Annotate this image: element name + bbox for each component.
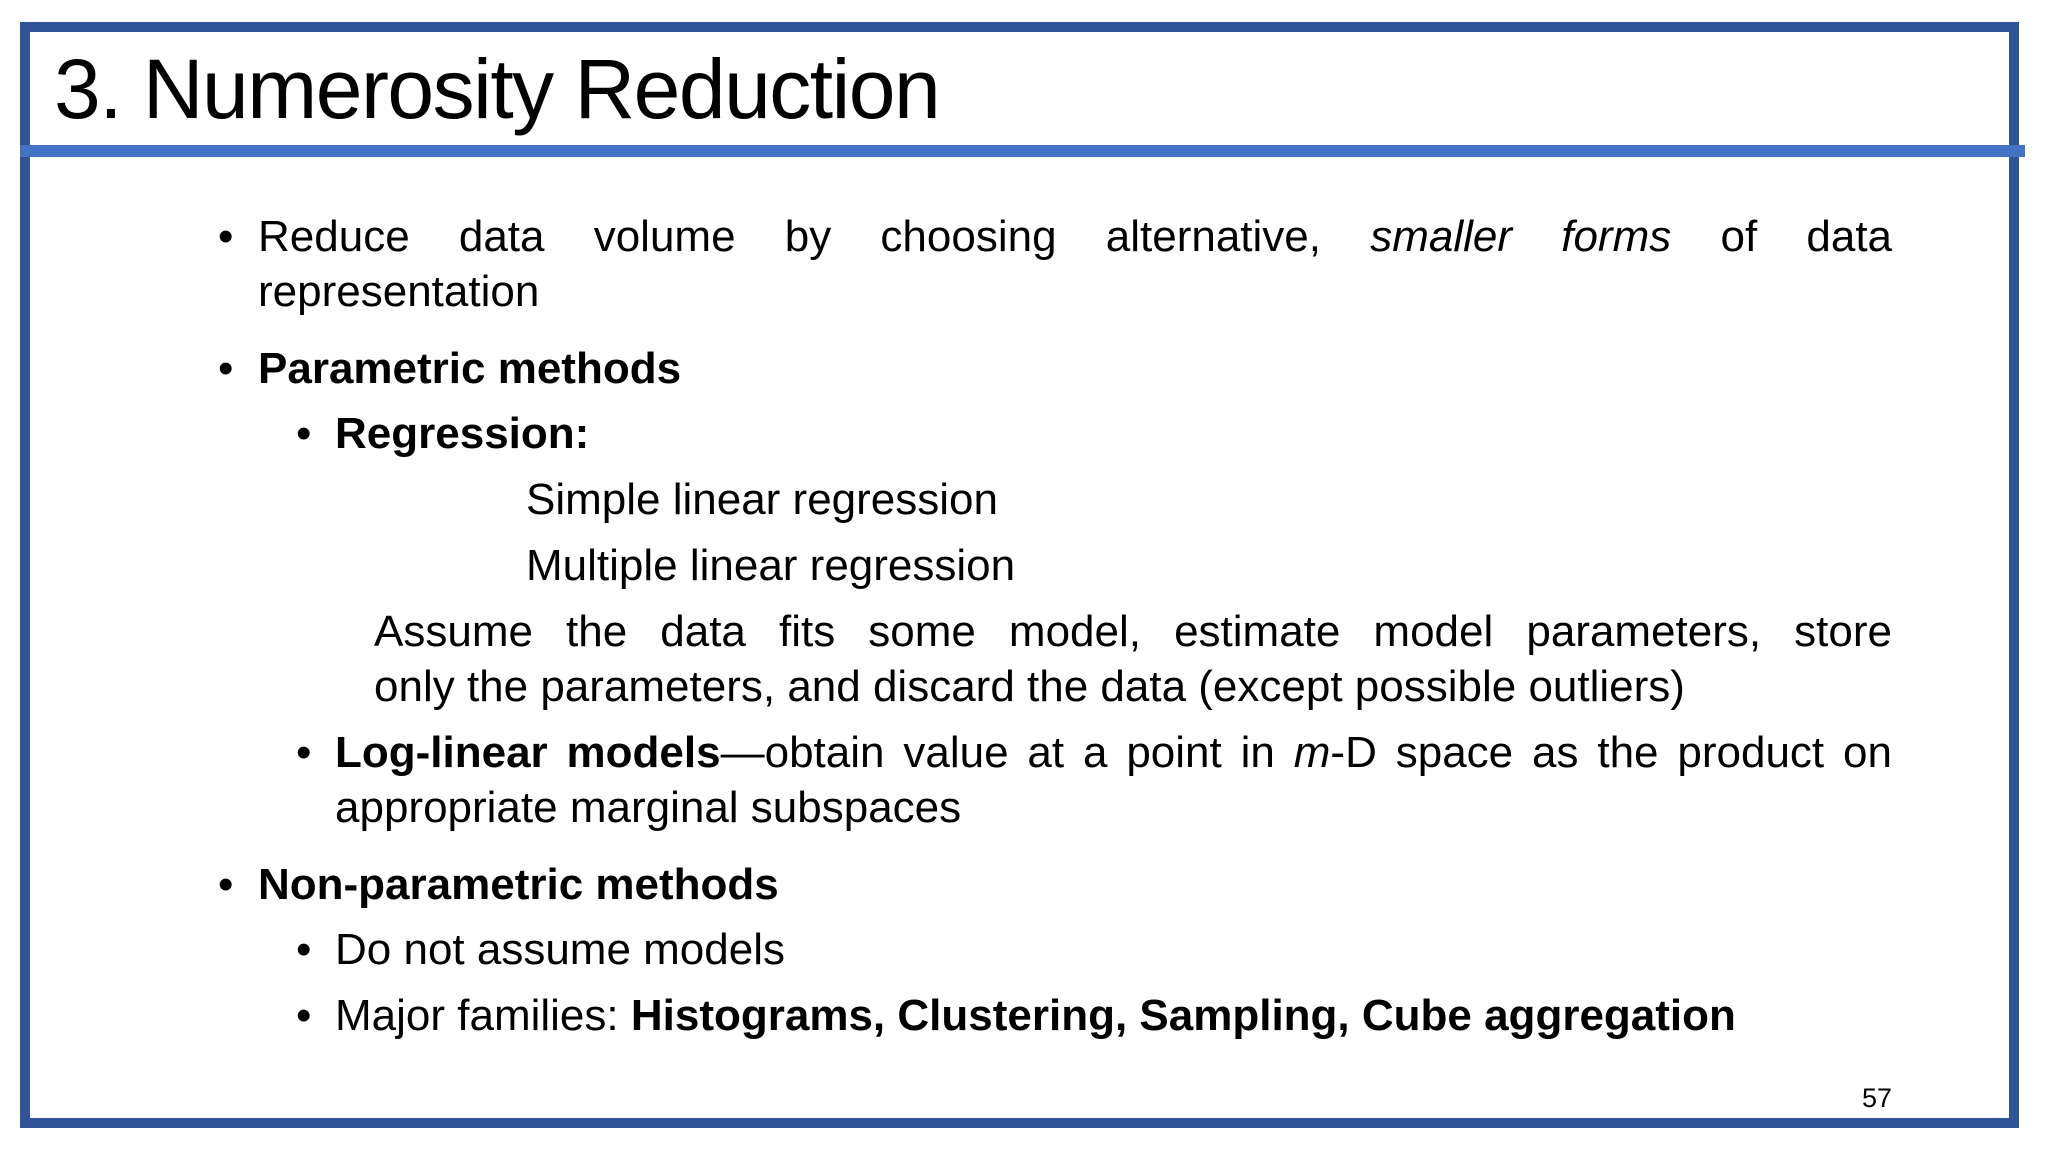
parametric-heading: Parametric methods	[258, 344, 682, 393]
regression-type-multiple: Multiple linear regression	[526, 541, 1016, 590]
page-number: 57	[1862, 1083, 1893, 1113]
log-linear-item	[335, 725, 1892, 835]
families-item	[335, 988, 1736, 1043]
bullet-glyph: •	[296, 409, 312, 458]
families-label: Major families:	[335, 991, 619, 1040]
bullet-glyph: •	[296, 728, 312, 777]
bullet-glyph: •	[218, 212, 234, 261]
no-models-item: Do not assume models	[335, 925, 785, 974]
bullet-glyph: •	[218, 344, 234, 393]
log-linear-line1: Log-linear models—obtain value at a point in m-D space as the product on	[335, 728, 1892, 777]
bullet-intro	[258, 209, 1892, 319]
bullet-glyph: •	[218, 860, 234, 909]
bullet-glyph: •	[296, 991, 312, 1040]
regression-type-simple: Simple linear regression	[526, 475, 998, 524]
regression-label: Regression:	[335, 409, 590, 458]
families-value: Histograms, Clustering, Sampling, Cube aggregation	[630, 991, 1736, 1040]
slide-title: 3. Numerosity Reduction	[54, 42, 940, 136]
log-linear-line2: appropriate marginal subspaces	[335, 783, 962, 832]
bullet-intro-line2: representation	[258, 267, 540, 316]
non-parametric-heading: Non-parametric methods	[258, 860, 779, 909]
regression-note-line1: Assume the data fits some model, estimate model parameters, store	[374, 607, 1892, 656]
regression-note	[374, 604, 1892, 714]
bullet-intro-line1: Reduce data volume by choosing alternative, smaller forms of data	[258, 212, 1893, 261]
bullet-glyph: •	[296, 925, 312, 974]
regression-note-line2: only the parameters, and discard the data (except possible outliers)	[374, 662, 1685, 711]
